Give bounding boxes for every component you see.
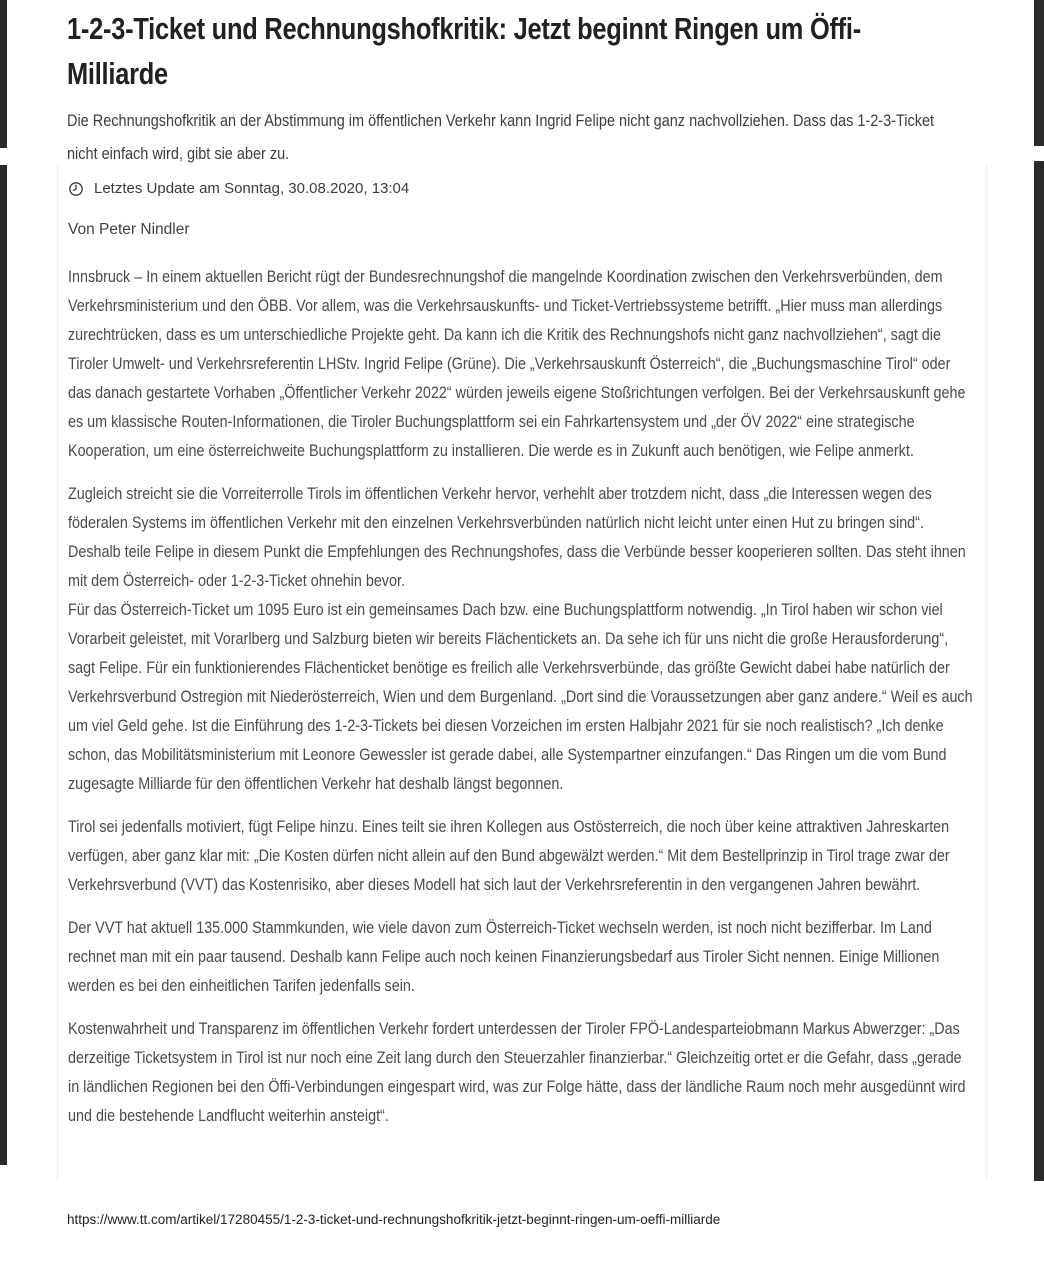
paragraph: Zugleich streicht sie die Vorreiterrolle Tirols im öffentlichen Verkehr hervor, verhehlt aber trotzdem nicht, dass „die Interessen wegen des föderalen Systems im öffentlichen Verkehr mit den einzelnen Verkehrsverbünden natürlich nicht leicht unter einen Hut zu bringen sind“. Deshalb teile Felipe in diesem Punkt die Empfehlungen des Rechnungshofes, dass die Verbünde besser kooperieren sollten. Das steht ihnen mit dem Österreich- oder 1-2-3-Ticket ohnehin bevor. <box>68 485 966 590</box>
paragraph: Der VVT hat aktuell 135.000 Stammkunden, wie viele davon zum Österreich-Ticket wechseln werden, ist noch nicht bezifferbar. Im Land rechnet man mit ein paar tausend. Deshalb kann Felipe auch noch keinen Finanzierungsbedarf aus Tiroler Sicht nennen. Einige Millionen werden es bei den einheitlichen Tarifen jedenfalls sein. <box>68 919 940 995</box>
update-row <box>68 178 986 199</box>
article-paragraphs <box>68 263 973 1131</box>
paragraph: Tirol sei jedenfalls motiviert, fügt Felipe hinzu. Eines teilt sie ihren Kollegen aus Ostösterreich, die noch über keine attraktiven Jahreskarten verfügen, aber ganz klar mit: „Die Kosten dürfen nicht allein auf den Bund abgewälzt werden.“ Mit dem Bestellprinzip in Tirol trage zwar der Verkehrsverbund (VVT) das Kostenrisiko, aber dieses Modell hat sich laut der Verkehrsreferentin in den vergangenen Jahren bewährt. <box>68 818 950 894</box>
article-url: https://www.tt.com/artikel/17280455/1-2-3-ticket-und-rechnungshofkritik-jetzt-beginnt-ringen-um-oeffi-milliarde <box>67 1212 721 1227</box>
article-header <box>67 6 1044 170</box>
paragraph: Innsbruck – In einem aktuellen Bericht rügt der Bundesrechnungshof die mangelnde Koordination zwischen den Verkehrsverbünden, dem Verkehrsministerium und den ÖBB. Vor allem, was die Verkehrsauskunfts- und Ticket-Vertriebssysteme betrifft. „Hier muss man allerdings zurechtrücken, dass es um unterschiedliche Projekte geht. Da kann ich die Kritik des Rechnungshofs nicht ganz nachvollziehen“, sagt die Tiroler Umwelt- und Verkehrsreferentin LHStv. Ingrid Felipe (Grüne). Die „Verkehrsauskunft Österreich“, die „Buchungsmaschine Tirol“ oder das danach gestartete Vorhaben „Öffentlicher Verkehr 2022“ würden jeweils eigene Stoßrichtungen verfolgen. Bei der Verkehrsauskunft gehe es um klassische Routen-Informationen, die Tiroler Buchungsplattform sei ein Fahrkartensystem und „der ÖV 2022“ eine strategische Kooperation, um eine österreichweite Buchungsplattform zu installieren. Die werde es in Zukunft auch benötigen, wie Felipe anmerkt. <box>68 268 966 460</box>
update-timestamp: Letztes Update am Sonntag, 30.08.2020, 13:04 <box>94 180 410 197</box>
page-edge-bar-right-bottom <box>1034 161 1044 1181</box>
page-edge-bar-left-top <box>0 0 7 148</box>
article-lead: Die Rechnungshofkritik an der Abstimmung im öffentlichen Verkehr kann Ingrid Felipe nicht ganz nachvollziehen. Dass das 1-2-3-Ticket nicht einfach wird, gibt sie aber zu. <box>67 111 935 163</box>
article-body-card <box>57 165 987 1181</box>
article-footer <box>67 1212 720 1227</box>
paragraph: Für das Österreich-Ticket um 1095 Euro ist ein gemeinsames Dach bzw. eine Buchungsplattform notwendig. „In Tirol haben wir schon viel Vorarbeit geleistet, mit Vorarlberg und Salzburg bieten wir bereits Flächentickets an. Da sehe ich für uns nicht die große Herausforderung“, sagt Felipe. Für ein funktionierendes Flächenticket benötige es freilich alle Verkehrsverbünde, das größte Gewicht dabei habe natürlich der Verkehrsverbund Ostregion mit Niederösterreich, Wien und dem Burgenland. „Dort sind die Voraussetzungen aber ganz andere.“ Weil es auch um viel Geld gehe. Ist die Einführung des 1-2-3-Tickets bei diesen Vorzeichen im ersten Halbjahr 2021 für sie noch realistisch? „Ich denke schon, das Mobilitätsministerium mit Leonore Gewessler ist gerade dabei, alle Systempartner einzufangen.“ Das Ringen um die vom Bund zugesagte Milliarde für den öffentlichen Verkehr hat deshalb längst begonnen. <box>68 601 973 793</box>
paragraph: Kostenwahrheit und Transparenz im öffentlichen Verkehr fordert unterdessen der Tiroler FPÖ-Landesparteiobmann Markus Abwerzger: „Das derzeitige Ticketsystem in Tirol ist nur noch eine Zeit lang durch den Steuerzahler finanzierbar.“ Gleichzeitig ortet er die Gefahr, dass „gerade in ländlichen Regionen bei den Öffi-Verbindungen eingespart wird, was zur Folge hätte, dass der ländliche Raum noch mehr ausgedünnt wird und die bestehende Landflucht weiterhin ansteigt“. <box>68 1020 966 1125</box>
page-title: 1-2-3-Ticket und Rechnungshofkritik: Jetzt beginnt Ringen um Öffi-Milliarde <box>67 11 861 91</box>
clock-icon <box>68 181 84 197</box>
byline: Von Peter Nindler <box>68 221 190 238</box>
page-edge-bar-left-bottom <box>0 165 7 1165</box>
